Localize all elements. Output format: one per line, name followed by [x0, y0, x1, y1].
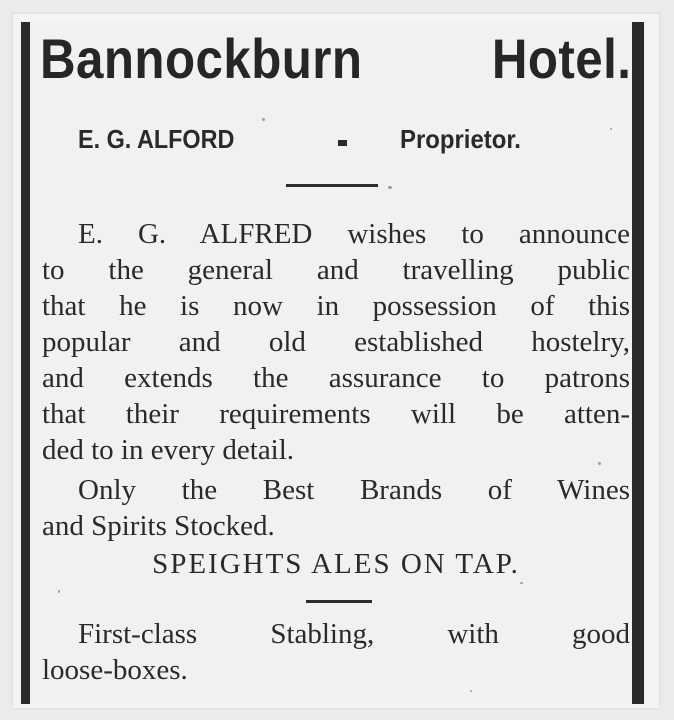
- print-speck: [262, 118, 265, 121]
- print-speck: [520, 582, 523, 584]
- paragraph1-line-7: ded to in every detail.: [42, 434, 295, 466]
- print-speck: [388, 186, 392, 189]
- paragraph2-line-2: and Spirits Stocked.: [42, 510, 275, 542]
- proprietor-role: Proprietor.: [400, 124, 521, 154]
- paragraph3-line-1: First-class Stabling, with good: [78, 618, 630, 650]
- paragraph1-line-5: and extends the assurance to patrons: [42, 362, 630, 394]
- paragraph2-line-1: Only the Best Brands of Wines: [78, 474, 630, 506]
- print-speck: [598, 462, 601, 465]
- paragraph1-line-2: to the general and travelling public: [42, 254, 630, 286]
- advert-title: [40, 28, 631, 90]
- paragraph1-line-4: popular and old established hostelry,: [42, 326, 630, 358]
- left-border-rule: [21, 22, 30, 704]
- paragraph1-line-1: E. G. ALFRED wishes to announce: [78, 218, 630, 250]
- title-word-right: Hotel.: [491, 27, 632, 90]
- paragraph3-line-2: loose-boxes.: [42, 654, 188, 686]
- divider-rule-bottom: [306, 600, 372, 603]
- print-speck: [470, 690, 472, 692]
- paragraph1-line-3: that he is now in possession of this: [42, 290, 630, 322]
- speights-ales-line: SPEIGHTS ALES ON TAP.: [152, 548, 520, 580]
- divider-rule-top: [286, 184, 378, 187]
- right-border-rule: [632, 22, 644, 704]
- print-speck: [610, 128, 612, 130]
- proprietor-name: E. G. ALFORD: [78, 124, 235, 154]
- proprietor-separator: [338, 140, 347, 146]
- print-speck: [58, 590, 60, 593]
- title-word-left: Bannockburn: [40, 27, 363, 90]
- paragraph1-line-6: that their requirements will be atten-: [42, 398, 630, 430]
